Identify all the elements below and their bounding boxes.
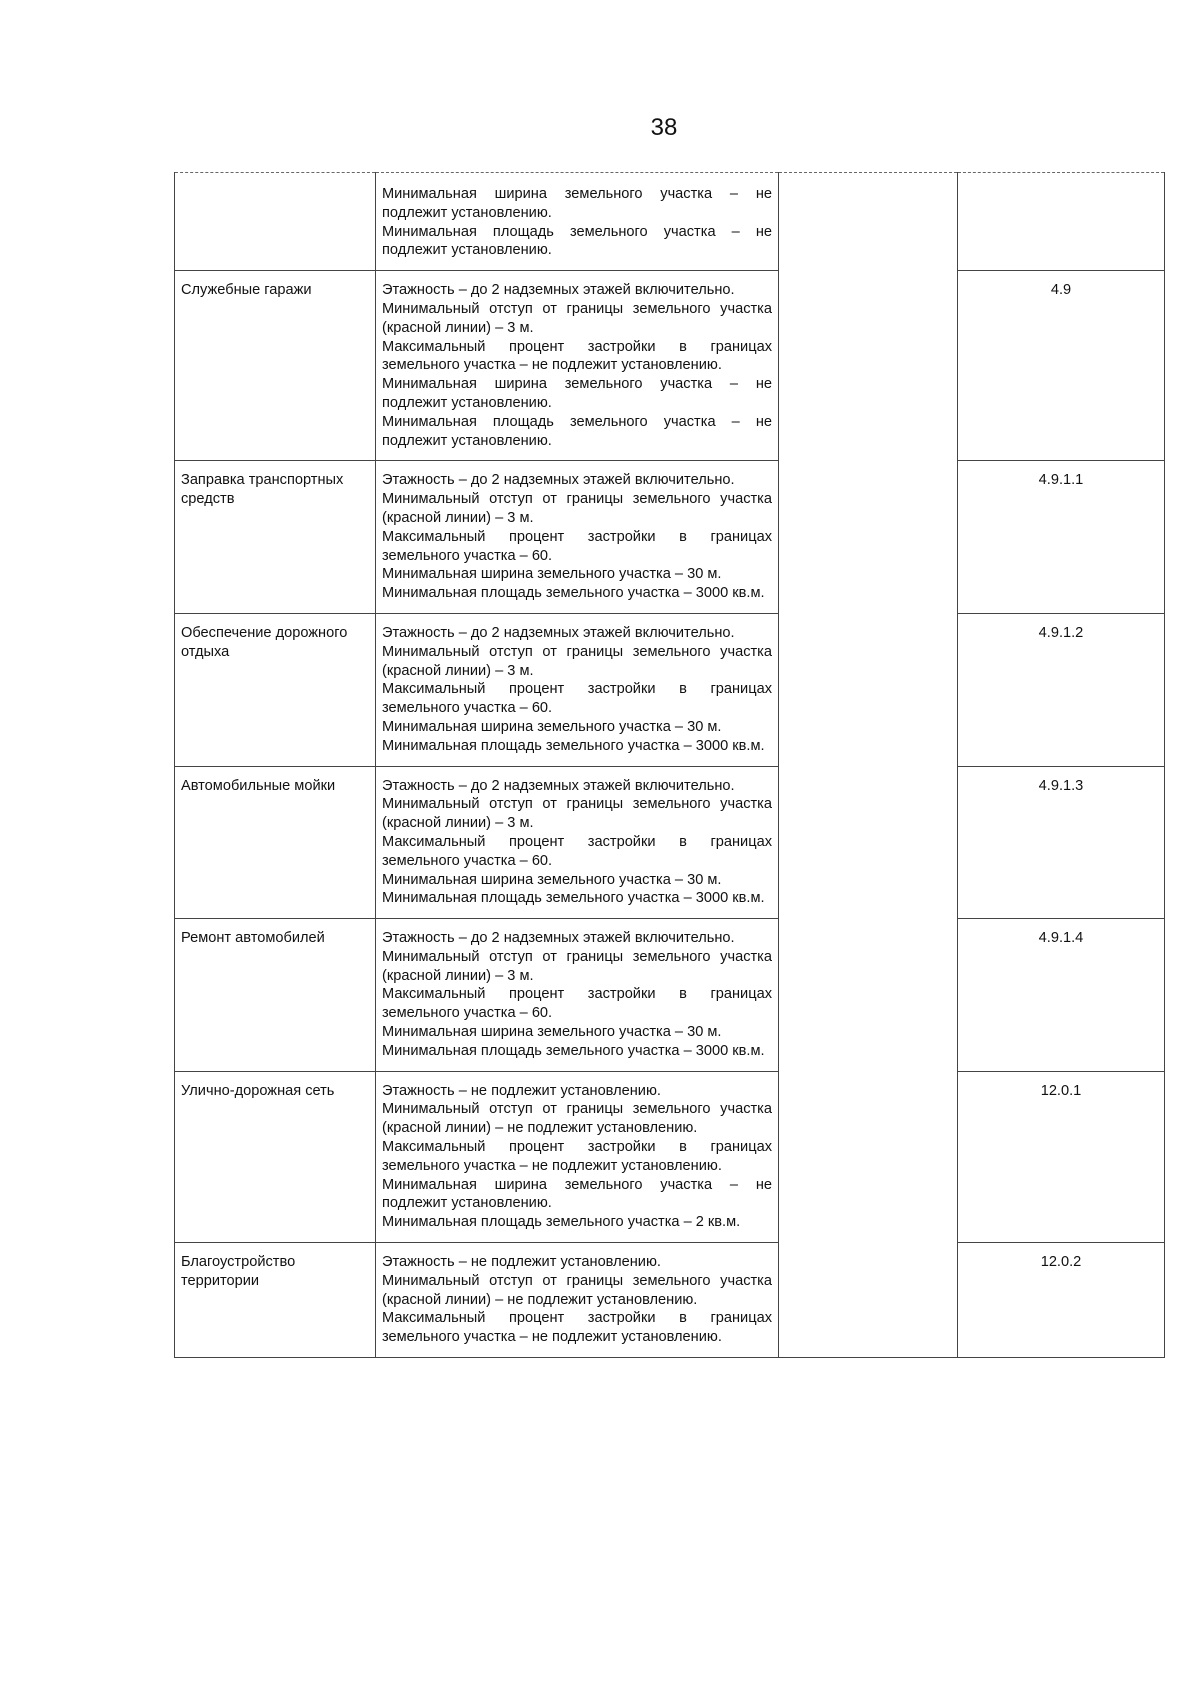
use-type-code: 4.9.1.1 [958, 461, 1165, 614]
table-row [175, 461, 1165, 614]
use-type-code: 4.9 [958, 271, 1165, 461]
parameter-line: Минимальная площадь земельного участка – 3000 кв.м. [382, 737, 765, 754]
parameter-line: Минимальная площадь земельного участка – не подлежит установлению. [382, 223, 772, 259]
parameter-line: Этажность – до 2 надземных этажей включительно. [382, 282, 735, 299]
parameter-line: Этажность – не подлежит установлению. [382, 1254, 661, 1271]
use-type-name: Обеспечение дорожного отдыха [175, 613, 376, 766]
parameter-line: Минимальная ширина земельного участка – не подлежит установлению. [382, 186, 772, 221]
parameter-line: Минимальная площадь земельного участка – 2 кв.м. [382, 1214, 741, 1231]
parameter-line: Минимальная площадь земельного участка – 3000 кв.м. [382, 1042, 765, 1059]
parameters-cell [376, 173, 779, 271]
parameter-line: Минимальный отступ от границы земельного участка (красной линии) – не подлежит установлению. [382, 1101, 772, 1137]
parameter-line: Этажность – до 2 надземных этажей включительно. [382, 930, 735, 947]
use-type-code: 4.9.1.3 [958, 766, 1165, 919]
parameters-cell [376, 1071, 779, 1242]
use-type-name: Служебные гаражи [175, 271, 376, 461]
use-type-code: 12.0.2 [958, 1243, 1165, 1358]
parameter-line: Минимальная ширина земельного участка – не подлежит установлению. [382, 1176, 772, 1212]
table-row [175, 766, 1165, 919]
use-type-name: Автомобильные мойки [175, 766, 376, 919]
empty-column-cell [779, 173, 958, 271]
parameter-line: Минимальная площадь земельного участка – не подлежит установлению. [382, 413, 772, 449]
table-row [175, 919, 1165, 1072]
parameters-cell [376, 766, 779, 919]
parameter-line: Этажность – до 2 надземных этажей включительно. [382, 624, 735, 641]
parameter-line: Минимальный отступ от границы земельного участка (красной линии) – 3 м. [382, 300, 772, 336]
parameter-line: Минимальный отступ от границы земельного участка (красной линии) – 3 м. [382, 491, 772, 526]
table-row [175, 1071, 1165, 1242]
empty-column-cell [779, 461, 958, 614]
use-type-name: Ремонт автомобилей [175, 919, 376, 1072]
empty-column-cell [779, 271, 958, 461]
parameter-line: Минимальная ширина земельного участка – не подлежит установлению. [382, 376, 772, 411]
parameters-cell [376, 1243, 779, 1358]
use-type-name [175, 173, 376, 271]
parameter-line: Этажность – не подлежит установлению. [382, 1082, 661, 1099]
parameter-line: Максимальный процент застройки в границах земельного участка – не подлежит установлению. [382, 1139, 772, 1174]
parameter-line: Максимальный процент застройки в границах земельного участка – 60. [382, 681, 772, 717]
use-type-name: Улично-дорожная сеть [175, 1071, 376, 1242]
empty-column-cell [779, 919, 958, 1072]
empty-column-cell [779, 1243, 958, 1358]
parameter-line: Максимальный процент застройки в границах земельного участка – 60. [382, 986, 772, 1022]
parameter-line: Этажность – до 2 надземных этажей включительно. [382, 472, 735, 489]
use-type-name: Заправка транспортных средств [175, 461, 376, 614]
table-row [175, 1243, 1165, 1358]
parameters-cell [376, 919, 779, 1072]
empty-column-cell [779, 613, 958, 766]
parameters-cell [376, 271, 779, 461]
use-type-code [958, 173, 1165, 271]
parameter-line: Максимальный процент застройки в границах земельного участка – не подлежит установлению. [382, 1310, 772, 1346]
parameter-line: Минимальная ширина земельного участка – 30 м. [382, 871, 722, 888]
use-type-code: 12.0.1 [958, 1071, 1165, 1242]
parameter-line: Этажность – до 2 надземных этажей включительно. [382, 777, 735, 794]
use-type-name: Благоустройство территории [175, 1243, 376, 1358]
parameter-line: Максимальный процент застройки в границах земельного участка – 60. [382, 528, 772, 564]
parameter-line: Максимальный процент застройки в границах земельного участка – 60. [382, 833, 772, 869]
table-row [175, 613, 1165, 766]
parameter-line: Минимальный отступ от границы земельного участка (красной линии) – 3 м. [382, 643, 772, 679]
empty-column-cell [779, 766, 958, 919]
use-type-code: 4.9.1.2 [958, 613, 1165, 766]
parameter-line: Минимальная ширина земельного участка – 30 м. [382, 1024, 722, 1041]
parameter-line: Минимальный отступ от границы земельного участка (красной линии) – не подлежит установлению. [382, 1272, 772, 1308]
parameter-line: Минимальная площадь земельного участка – 3000 кв.м. [382, 890, 765, 907]
parameter-line: Минимальный отступ от границы земельного участка (красной линии) – 3 м. [382, 796, 772, 832]
table-row [175, 271, 1165, 461]
empty-column-cell [779, 1071, 958, 1242]
table-row [175, 173, 1165, 271]
parameter-line: Минимальный отступ от границы земельного участка (красной линии) – 3 м. [382, 948, 772, 984]
parameter-line: Минимальная ширина земельного участка – 30 м. [382, 718, 722, 735]
parameter-line: Максимальный процент застройки в границах земельного участка – не подлежит установлению. [382, 338, 772, 374]
parameters-cell [376, 461, 779, 614]
regulations-table [174, 172, 1165, 1358]
page-number: 38 [650, 114, 678, 141]
parameter-line: Минимальная площадь земельного участка – 3000 кв.м. [382, 585, 765, 602]
use-type-code: 4.9.1.4 [958, 919, 1165, 1072]
parameters-cell [376, 613, 779, 766]
parameter-line: Минимальная ширина земельного участка – 30 м. [382, 566, 722, 583]
